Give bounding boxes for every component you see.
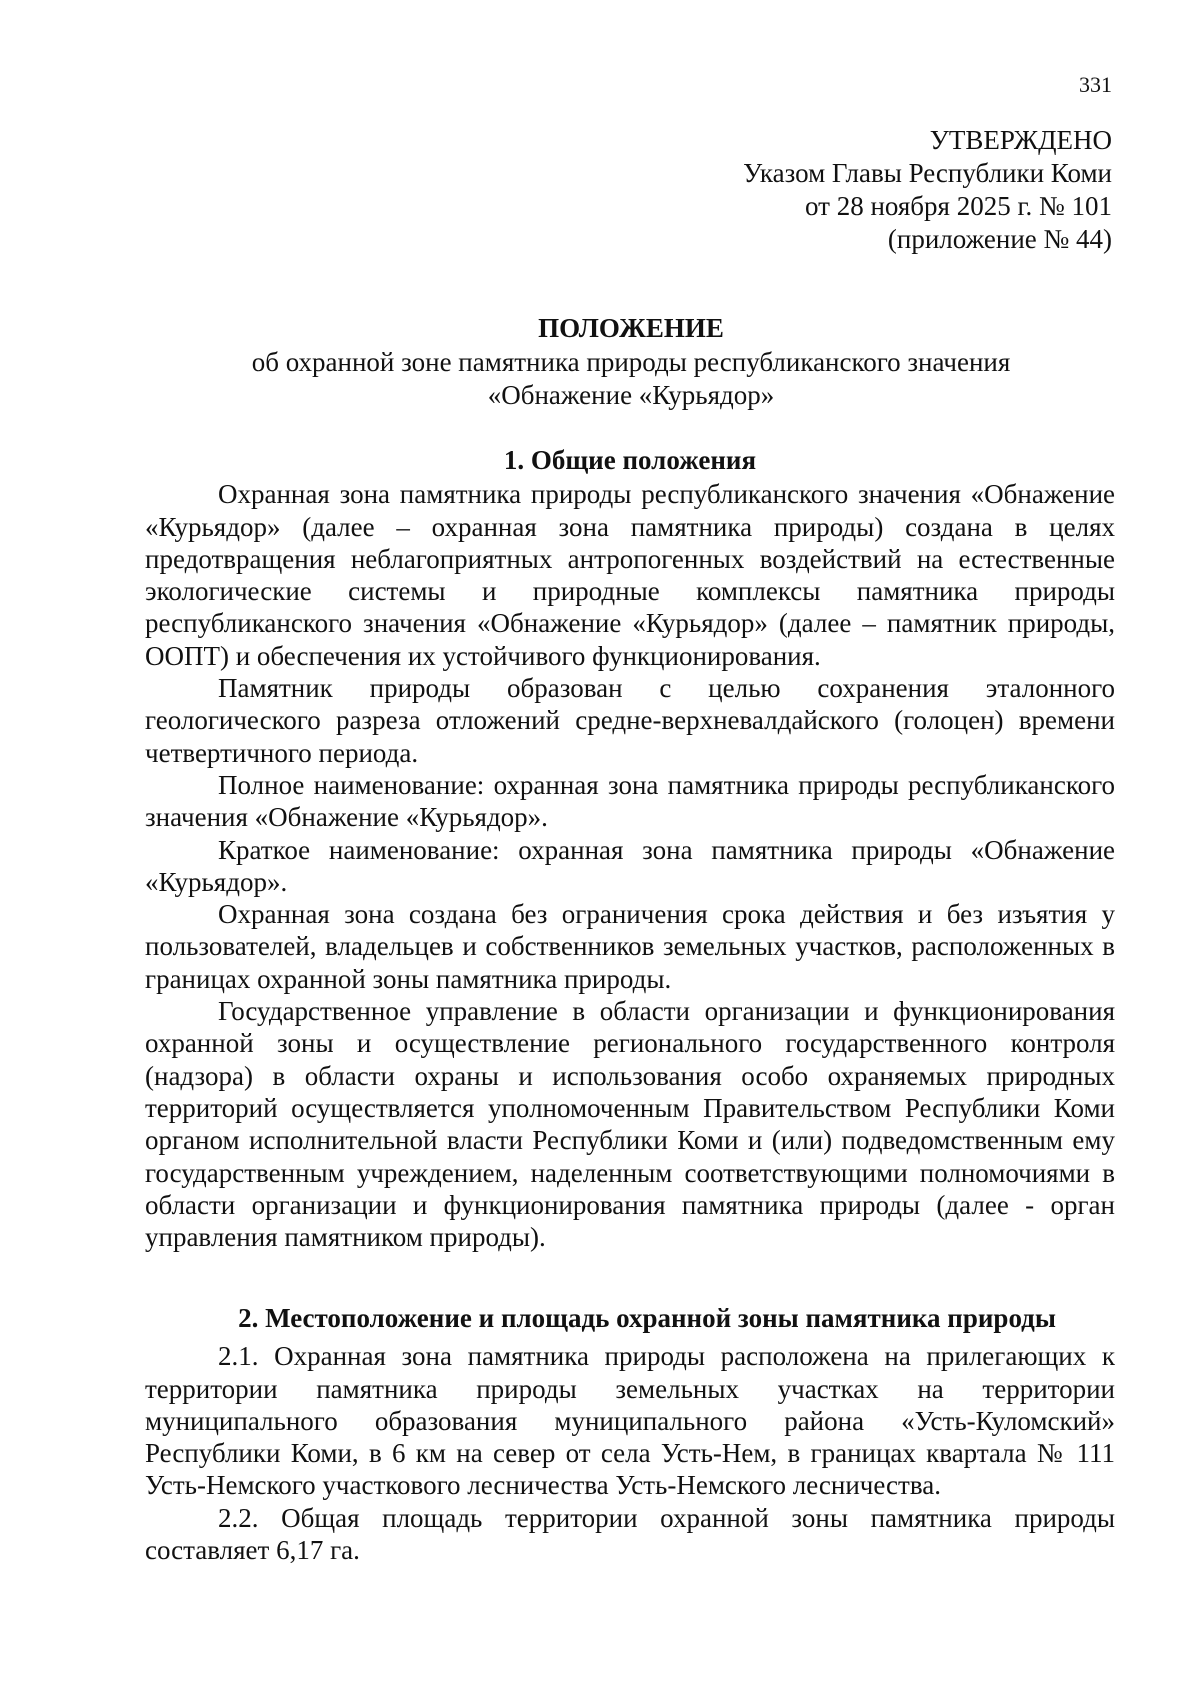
- section-1-heading: 1. Общие положения: [503, 445, 757, 475]
- approval-stamp-block: [743, 124, 1112, 256]
- approval-line-approved: УТВЕРЖДЕНО: [929, 125, 1112, 155]
- approval-line-appendix: (приложение № 44): [887, 224, 1112, 254]
- subtitle-line-2: «Обнажение «Курьядор»: [487, 380, 775, 410]
- section-2-heading: 2. Местоположение и площадь охранной зоны памятника природы: [238, 1303, 1056, 1333]
- document-subtitle: [0, 346, 1200, 412]
- approval-line-decree: Указом Главы Республики Коми: [743, 158, 1112, 188]
- section-general-provisions: [145, 444, 1115, 1253]
- approval-line-date-number: от 28 ноября 2025 г. № 101: [805, 191, 1112, 221]
- section-1-paragraph: Охранная зона памятника природы республиканского значения «Обнажение «Курьядор» (далее – охранная зона памятника природы) создана в целях предотвращения неблагоприятных антропогенных воздействий на естественные экологические системы и природные комплексы памятника природы республиканского значения «Обнажение «Курьядор» (далее – памятник природы, ООПТ) и обеспечения их устойчивого функционирования.: [145, 479, 1115, 671]
- section-2-paragraph: 2.2. Общая площадь территории охранной зоны памятника природы составляет 6,17 га.: [145, 1502, 1115, 1566]
- section-1-paragraph: Охранная зона создана без ограничения срока действия и без изъятия у пользователей, владельцев и собственников земельных участков, расположенных в границах охранной зоны памятника природы.: [145, 899, 1115, 994]
- section-1-paragraph: Краткое наименование: охранная зона памятника природы «Обнажение «Курьядор».: [145, 834, 1115, 897]
- section-2-paragraph: 2.1. Охранная зона памятника природы расположена на прилегающих к территории памятника природы земельных участках на территории муниципального образования муниципального района «Усть-Куломский» Республики Коми, в 6 км на север от села Усть-Нем, в границах квартала № 111 Усть-Немского участкового лесничества Усть-Немского лесничества.: [145, 1341, 1115, 1501]
- subtitle-line-1: об охранной зоне памятника природы республиканского значения: [251, 347, 1011, 377]
- page-number: 331: [1079, 72, 1112, 97]
- section-1-paragraph: Государственное управление в области организации и функционирования охранной зоны и осуществление регионального государственного контроля (надзора) в области охраны и использования особо охраняемых природных территорий осуществляется уполномоченным Правительством Республики Коми органом исполнительной власти Республики Коми и (или) подведомственным ему государственным учреждением, наделенным соответствующими полномочиями в области организации и функционирования памятника природы (далее - орган управления памятником природы).: [145, 996, 1115, 1253]
- section-location-area: [145, 1302, 1115, 1566]
- section-1-paragraph: Памятник природы образован с целью сохранения эталонного геологического разреза отложений средне-верхневалдайского (голоцен) времени четвертичного периода.: [145, 673, 1115, 768]
- section-1-paragraph: Полное наименование: охранная зона памятника природы республиканского значения «Обнажение «Курьядор».: [145, 769, 1115, 833]
- document-title: ПОЛОЖЕНИЕ: [538, 313, 724, 343]
